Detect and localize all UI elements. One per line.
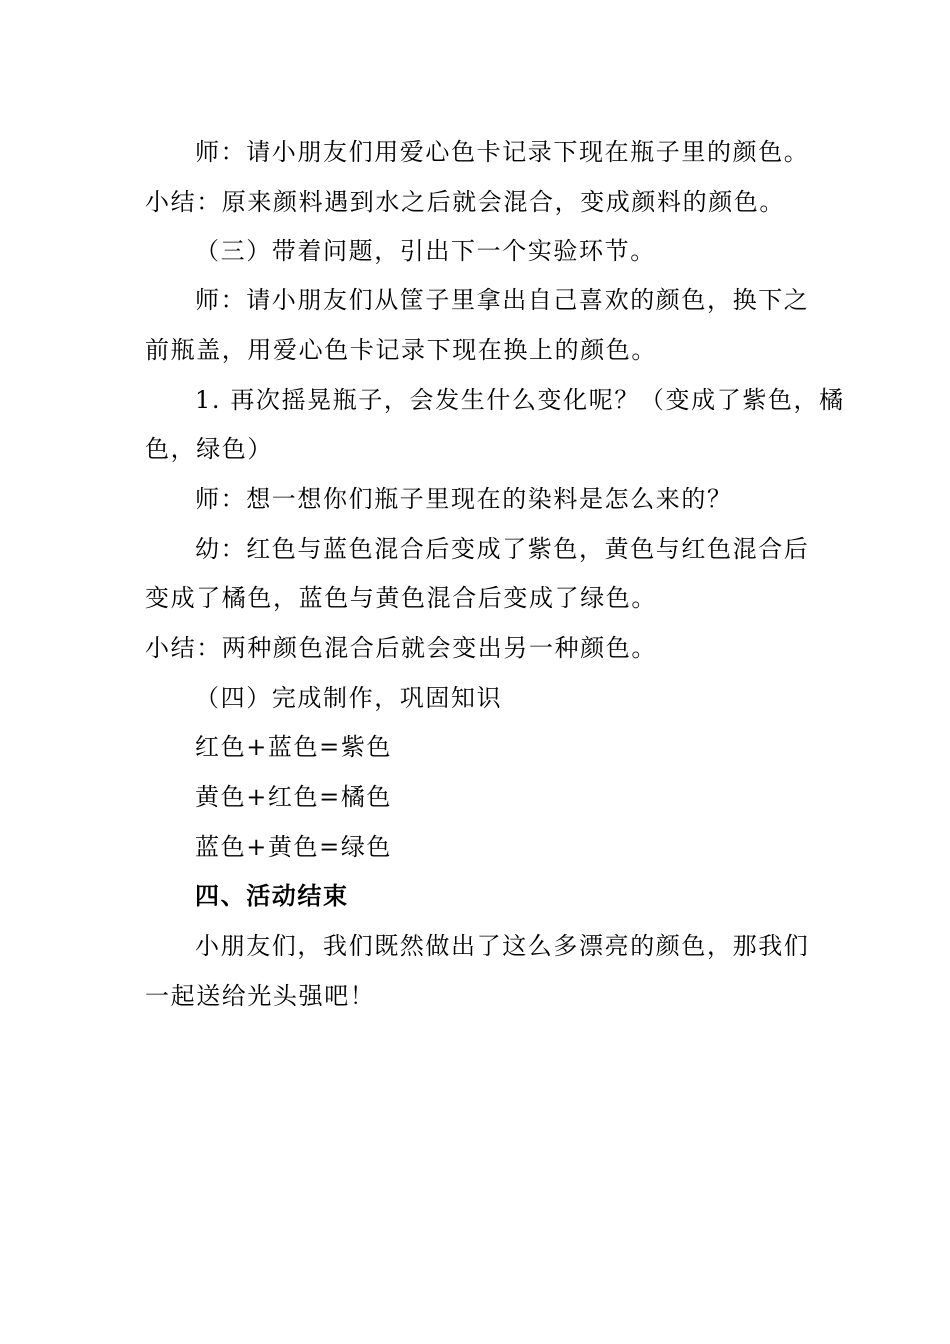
teacher-instruction-change-cap-cont: 前瓶盖，用爱心色卡记录下现在换上的颜色。 bbox=[145, 336, 657, 364]
teacher-instruction-change-cap: 师：请小朋友们从筐子里拿出自己喜欢的颜色，换下之 bbox=[195, 286, 810, 314]
child-answer: 幼：红色与蓝色混合后变成了紫色，黄色与红色混合后 bbox=[195, 535, 810, 563]
formula-yellow-red: 黄色+红色=橘色 bbox=[195, 783, 393, 811]
closing-paragraph-cont: 一起送给光头强吧！ bbox=[145, 982, 376, 1010]
summary-two-colors-mix: 小结：两种颜色混合后就会变出另一种颜色。 bbox=[145, 634, 657, 662]
formula-blue-yellow: 蓝色+黄色=绿色 bbox=[195, 833, 393, 861]
step-one-shake-bottle: 1. 再次摇晃瓶子，会发生什么变化呢？（变成了紫色，橘 bbox=[195, 386, 845, 414]
step-one-shake-bottle-cont: 色，绿色） bbox=[145, 435, 273, 463]
section-heading-four: （四）完成制作，巩固知识 bbox=[195, 684, 503, 712]
section-heading-activity-end: 四、活动结束 bbox=[195, 882, 349, 910]
closing-paragraph: 小朋友们，我们既然做出了这么多漂亮的颜色，那我们 bbox=[195, 932, 810, 960]
teacher-instruction-record-color: 师：请小朋友们用爱心色卡记录下现在瓶子里的颜色。 bbox=[195, 138, 810, 166]
child-answer-cont: 变成了橘色，蓝色与黄色混合后变成了绿色。 bbox=[145, 584, 657, 612]
formula-red-blue: 红色+蓝色=紫色 bbox=[195, 733, 393, 761]
section-heading-three: （三）带着问题，引出下一个实验环节。 bbox=[195, 237, 656, 265]
summary-paint-mixes-with-water: 小结：原来颜料遇到水之后就会混合，变成颜料的颜色。 bbox=[145, 188, 785, 216]
teacher-question: 师：想一想你们瓶子里现在的染料是怎么来的？ bbox=[195, 485, 733, 513]
